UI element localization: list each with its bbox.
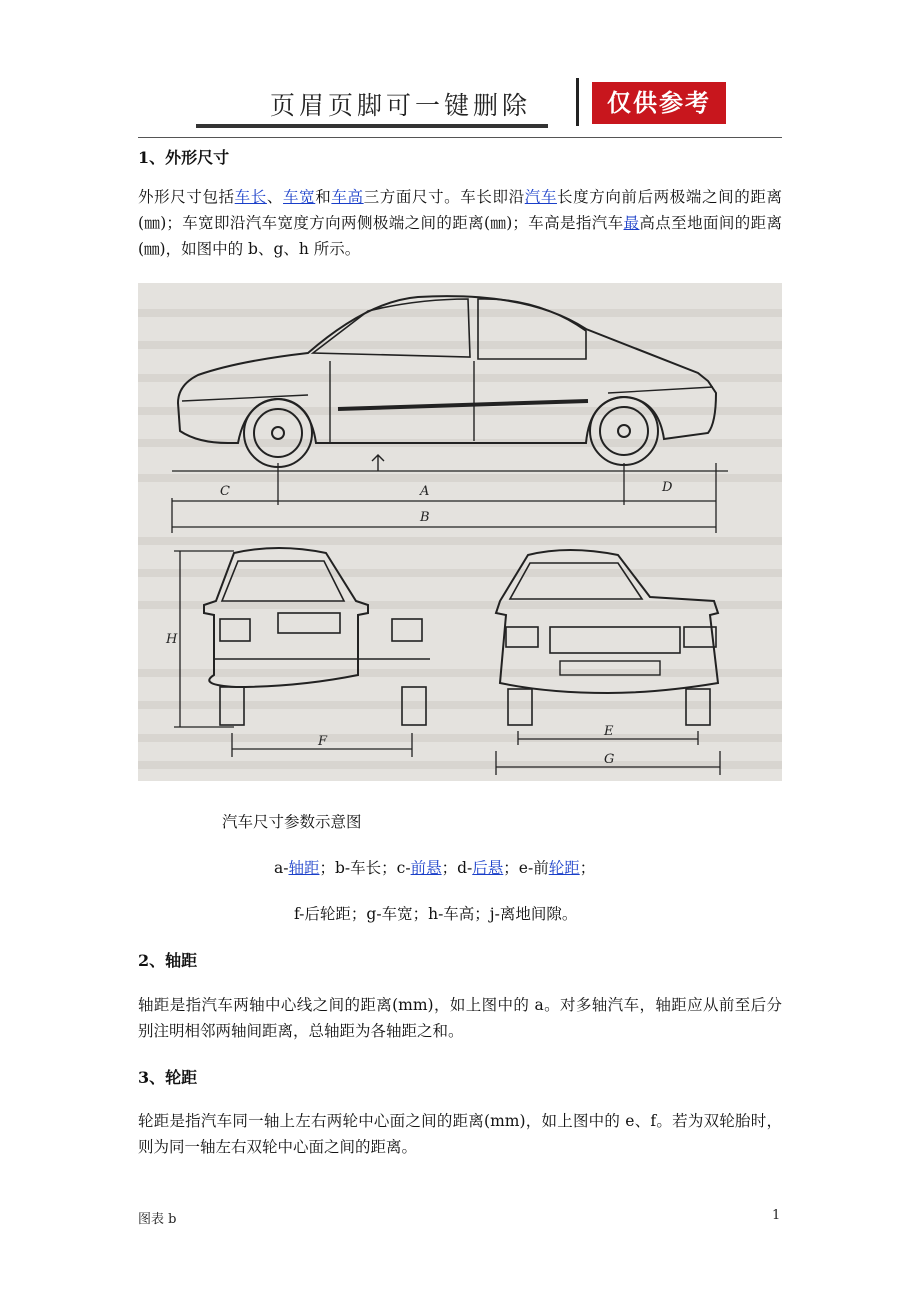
side-dimension-lines: [172, 463, 728, 533]
section1-paragraph: [138, 184, 782, 262]
text-run: ；d-: [441, 859, 473, 877]
figure-caption: 汽车尺寸参数示意图: [222, 813, 362, 831]
link-rear-overhang[interactable]: 后悬: [472, 859, 504, 877]
text-run: 和: [315, 188, 332, 206]
text-run: 长度方向前后两极端之间的距离(㎜)；车宽即沿汽车宽度方向两侧极端之间的距离(㎜)；车高是指汽车: [138, 188, 782, 232]
text-run: 高点至地面间的距离(㎜)，如图中的 b、g、h 所示。: [138, 214, 782, 258]
car-drawing: [138, 283, 782, 781]
section3-paragraph: 轮距是指汽车同一轴上左右两轮中心面之间的距离(mm)，如上图中的 e、f。若为双轮胎时，则为同一轴左右双轮中心面之间的距离。: [138, 1112, 782, 1156]
label-f: F: [318, 734, 328, 749]
text-run: 三方面尺寸。车长即沿: [363, 188, 525, 206]
section2-heading: 2、轴距: [138, 951, 198, 970]
header-divider: [576, 78, 579, 126]
text-run: 外形尺寸包括: [138, 188, 235, 206]
link-vehicle-length[interactable]: 车长: [234, 188, 267, 206]
text-run: ；: [579, 859, 596, 877]
label-g: G: [604, 752, 615, 767]
text-run: 、: [266, 188, 284, 206]
link-car[interactable]: 汽车: [524, 188, 557, 206]
link-wheelbase[interactable]: 轴距: [288, 859, 320, 877]
legend-line-2: f-后轮距；g-车宽；h-车高；j-离地间隙。: [294, 905, 578, 923]
link-vehicle-width[interactable]: 车宽: [283, 188, 316, 206]
text-run: a-: [274, 859, 289, 877]
car-dimension-figure: [138, 283, 782, 781]
link-most[interactable]: 最: [623, 214, 640, 232]
header-text: 页眉页脚可一键删除: [270, 91, 532, 120]
label-b: B: [420, 510, 430, 525]
footer-label: 图表 b: [138, 1212, 177, 1227]
text-run: ；e-前: [503, 859, 549, 877]
label-c: C: [220, 484, 230, 499]
section1-heading: 1、外形尺寸: [138, 148, 230, 167]
text-run: ；b-车长；c-: [319, 859, 411, 877]
label-a: A: [420, 484, 430, 499]
header-badge: 仅供参考: [592, 82, 726, 124]
header-rule: [138, 137, 782, 138]
link-front-overhang[interactable]: 前悬: [410, 859, 442, 877]
header-underline: [196, 124, 548, 128]
legend-line-1: [274, 856, 595, 878]
link-vehicle-height[interactable]: 车高: [331, 188, 364, 206]
page-number: 1: [772, 1208, 781, 1223]
label-h: H: [166, 632, 178, 647]
label-d: D: [662, 480, 673, 495]
section2-paragraph: 轴距是指汽车两轴中心线之间的距离(mm)，如上图中的 a。对多轴汽车，轴距应从前至后分别注明相邻两轴间距离，总轴距为各轴距之和。: [138, 996, 782, 1040]
section3-heading: 3、轮距: [138, 1068, 198, 1087]
label-e: E: [604, 724, 614, 739]
link-track[interactable]: 轮距: [548, 859, 580, 877]
